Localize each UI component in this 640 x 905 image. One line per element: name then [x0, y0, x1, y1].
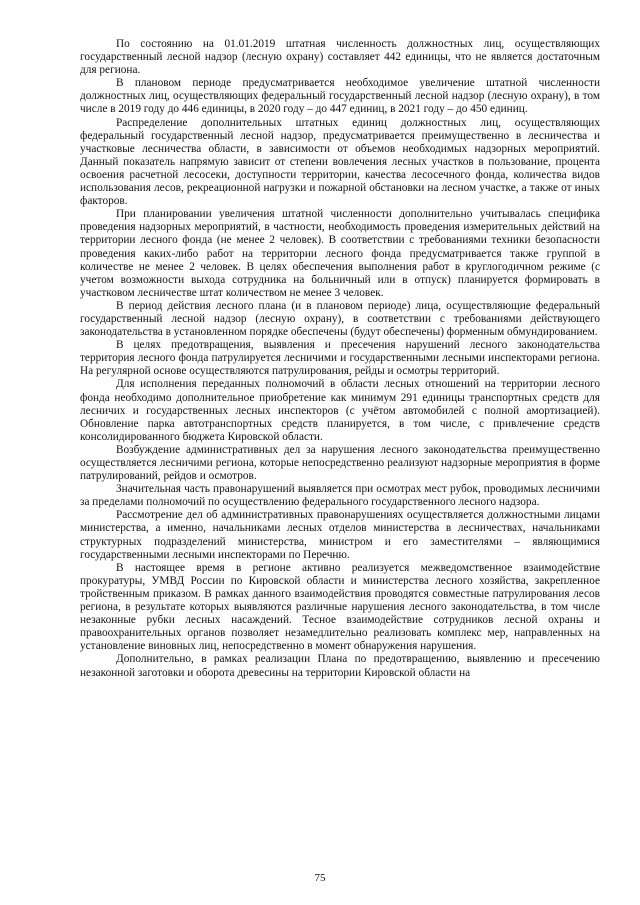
paragraph-6: В целях предотвращения, выявления и пресечения нарушений лесного законодательства территория лесного фонда патрулируется лесничими и государственными лесными инспекторами региона. На регулярной основе осуществляются патрулирования, рейды и осмотры территорий.	[80, 339, 600, 378]
paragraph-7: Для исполнения переданных полномочий в области лесных отношений на территории лесного фонда необходимо дополнительное приобретение как минимум 291 единицы транспортных средств для лесничих и государственных лесных инспекторов (с учётом автомобилей с полной амортизацией). Обновление парка автотранспортных средств планируется, в том числе, с привлечение средств консолидированного бюджета Кировской области.	[80, 378, 600, 443]
paragraph-9: Значительная часть правонарушений выявляется при осмотрах мест рубок, проводимых лесничими за пределами полномочий по осуществлению федерального государственного лесного надзора.	[80, 483, 600, 509]
paragraph-2: В плановом периоде предусматривается необходимое увеличение штатной численности должностных лиц, осуществляющих федеральный государственный лесной надзор (лесную охрану), в том числе в 2019 году до 446 единицы, в 2020 году – до 447 единиц, в 2021 году – до 450 единиц.	[80, 77, 600, 116]
paragraph-8: Возбуждение административных дел за нарушения лесного законодательства преимущественно осуществляется лесничими региона, которые непосредственно реализуют надзорные мероприятия в форме патрулирований, рейдов и осмотров.	[80, 443, 600, 483]
paragraph-4: При планировании увеличения штатной численности дополнительно учитывалась специфика проведения надзорных мероприятий, в частности, необходимость проведения измерительных действий на территории лесного фонда (не менее 2 человек). В соответствии с требованиями техники безопасности проведения каких-либо работ на территории лесного фонда предусматривается также группой в количестве не менее 2 человек. В целях обеспечения выполнения работ в круглогодичном режиме (с учетом возможности выхода сотрудника на больничный или в отпуск) планируется формировать в участковом лесничестве штат количеством не менее 3 человек.	[80, 208, 600, 299]
paragraph-10: Рассмотрение дел об административных правонарушениях осуществляется должностными лицами министерства, а именно, начальниками лесных отделов министерства в лесничествах, начальниками структурных подразделений министерства, министром и его заместителями – являющимися государственными лесными инспекторами по Перечню.	[80, 509, 600, 561]
paragraph-12: Дополнительно, в рамках реализации Плана по предотвращению, выявлению и пресечению незаконной заготовки и оборота древесины на территории Кировской области на	[80, 653, 600, 679]
paragraph-5: В период действия лесного плана (и в плановом периоде) лица, осуществляющие федеральный государственный лесной надзор (лесную охрану), в соответствии с требованиями действующего законодательства в установленном порядке обеспечены (будут обеспечены) форменным обмундированием.	[80, 299, 600, 339]
page-number: 75	[314, 872, 326, 884]
paragraph-3: Распределение дополнительных штатных единиц должностных лиц, осуществляющих федеральный государственный лесной надзор, предусматривается преимущественно в лесничества и участковые лесничества области, в зависимости от объемов необходимых надзорных мероприятий. Данный показатель напрямую зависит от степени вовлечения лесных участков в пользование, процента освоения расчетной лесосеки, доступности территории, качества лесосечного фонда, количества видов использования лесов, рекреационной нагрузки и пожарной обстановки на лесном участке, а также от иных факторов.	[80, 116, 600, 208]
paragraph-11: В настоящее время в регионе активно реализуется межведомственное взаимодействие прокуратуры, УМВД России по Кировской области и министерства лесного хозяйства, закрепленное тройственным приказом. В рамках данного взаимодействия проводятся совместные патрулирования лесов региона, в результате которых выявляются различные нарушения лесного законодательства, в том числе незаконные рубки лесных насаждений. Тесное взаимодействие сотрудников лесной охраны и правоохранительных органов позволяет незамедлительно реализовать комплекс мер, направленных на установление виновных лиц, непосредственно в момент обнаружения нарушения.	[80, 561, 600, 653]
paragraph-1: По состоянию на 01.01.2019 штатная численность должностных лиц, осуществляющих государственный лесной надзор (лесную охрану) составляет 442 единицы, что не является достаточным для региона.	[80, 38, 600, 77]
